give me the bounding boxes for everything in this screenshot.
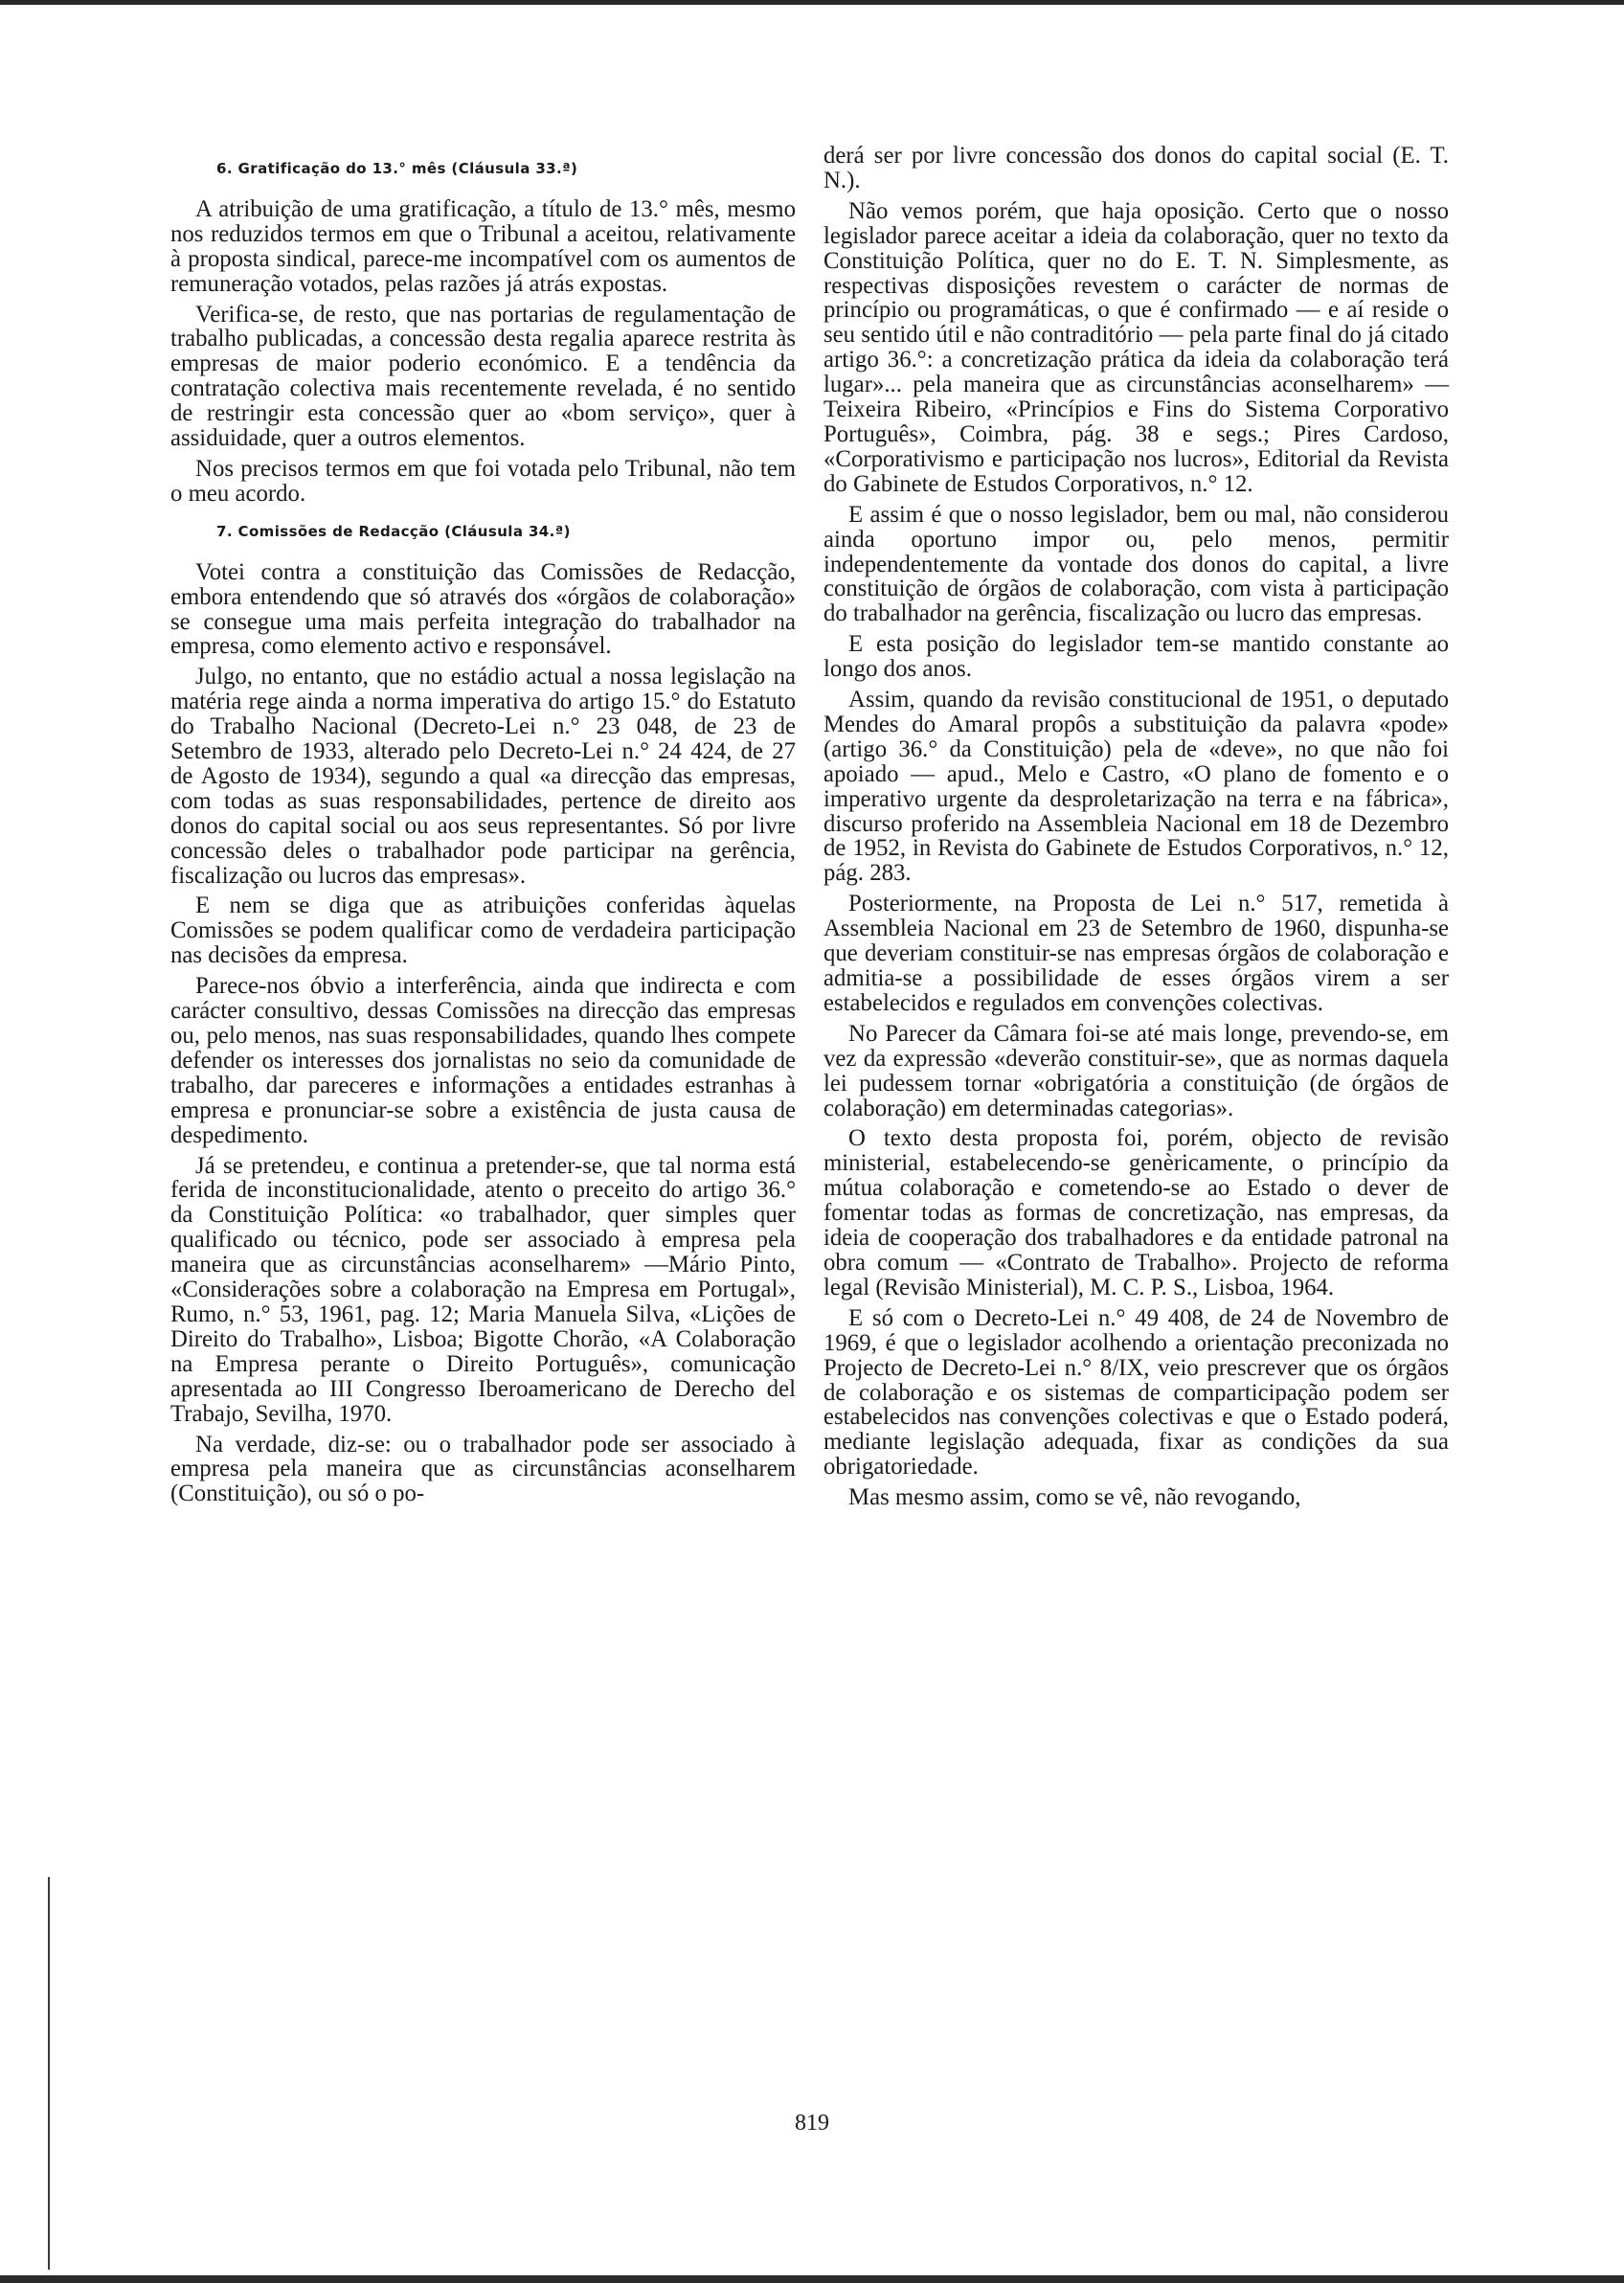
paragraph: E esta posição do legislador tem-se mantido constante ao longo dos anos.	[823, 631, 1449, 683]
section-heading: 6. Gratificação do 13.° mês (Cláusula 33.ª)	[216, 160, 578, 177]
paragraph: Julgo, no entanto, que no estádio actual a nossa legislação na matéria rege ainda a norma imperativa do artigo 15.° do Estatuto do Trabalho Nacional (Decreto-Lei n.° 23 048, de 23 de Setembro de 1933, alterado pelo Decreto-Lei n.° 24 424, de 27 de Agosto de 1934), segundo a qual «a direcção das empresas, com todas as suas responsabilidades, pertence de direito aos donos do capital social ou aos seus representantes. Só por livre concessão deles o trabalhador pode participar na gerência, fiscalização ou lucros das empresas».	[170, 664, 796, 889]
paragraph: A atribuição de uma gratificação, a título de 13.° mês, mesmo nos reduzidos termos em que o Tribunal a aceitou, relativamente à proposta sindical, parece-me incompatível com os aumentos de remuneração votados, pelas razões já atrás expostas.	[170, 195, 796, 297]
section-heading: 7. Comissões de Redacção (Cláusula 34.ª)	[216, 522, 571, 540]
paragraph: Já se pretendeu, e continua a pretender-se, que tal norma está ferida de inconstitucionalidade, atento o preceito do artigo 36.° da Constituição Política: «o trabalhador, quer simples quer qualificado ou técnico, pode ser associado à empresa pela maneira que as circunstâncias aconselharem» —Mário Pinto, «Considerações sobre a colaboração na Empresa em Portugal», Rumo, n.° 53, 1961, pag. 12; Maria Manuela Silva, «Lições de Direito do Trabalho», Lisboa; Bigotte Chorão, «A Colaboração na Empresa perante o Direito Português», comunicação apresentada ao III Congresso Iberoamericano de Derecho del Trabajo, Sevilha, 1970.	[170, 1152, 796, 1427]
paragraph: Votei contra a constituição das Comissões de Redacção, embora entendendo que só através dos «órgãos de colaboração» se consegue uma mais perfeita integração do trabalhador na empresa, como elemento activo e responsável.	[170, 558, 796, 660]
paragraph: Verifica-se, de resto, que nas portarias de regulamentação de trabalho publicadas, a concessão desta regalia aparece restrita às empresas de maior poderio económico. E a tendência da contratação colectiva mais recentemente revelada, é no sentido de restringir esta concessão quer ao «bom serviço», quer à assiduidade, quer a outros elementos.	[170, 301, 796, 452]
paragraph: Mas mesmo assim, como se vê, não revogando,	[848, 1484, 1301, 1511]
paragraph: E nem se diga que as atribuições conferidas àquelas Comissões se podem qualificar como de verdadeira participação nas decisões da empresa.	[170, 893, 796, 969]
paragraph: Na verdade, diz-se: ou o trabalhador pode ser associado à empresa pela maneira que as circunstâncias aconselharem (Constituição), ou só o po-	[170, 1431, 796, 1507]
paragraph: Não vemos porém, que haja oposição. Certo que o nosso legislador parece aceitar a ideia da colaboração, quer no texto da Constituição Política, quer no do E. T. N. Simplesmente, as respectivas disposições revestem o carácter de normas de princípio ou programáticas, o que é confirmado — e aí reside o seu sentido útil e não contraditório — pela parte final do já citado artigo 36.°: a concretização prática da ideia da colaboração terá lugar»... pela maneira que as circunstâncias aconselharem» — Teixeira Ribeiro, «Princípios e Fins do Sistema Corporativo Português», Coimbra, pág. 38 e segs.; Pires Cardoso, «Corporativismo e participação nos lucros», Editorial da Revista do Gabinete de Estudos Corporativos, n.° 12.	[823, 197, 1449, 497]
page-top-border	[0, 0, 1624, 5]
paragraph: E só com o Decreto-Lei n.° 49 408, de 24 de Novembro de 1969, é que o legislador acolhendo a orientação preconizada no Projecto de Decreto-Lei n.° 8/IX, veio prescrever que os órgãos de colaboração e os sistemas de comparticipação podem ser estabelecidos nas convenções colectivas e que o Estado poderá, mediante legislação adequada, fixar as condições da sua obrigatoriedade.	[823, 1304, 1449, 1481]
paragraph: E assim é que o nosso legislador, bem ou mal, não considerou ainda oportuno impor ou, pelo menos, permitir independentemente da vontade dos donos do capital, a livre constituição de órgãos de colaboração, com vista à participação do trabalhador na gerência, fiscalização ou lucro das empresas.	[823, 501, 1449, 627]
page-number: 819	[795, 2111, 829, 2136]
paragraph: O texto desta proposta foi, porém, objecto de revisão ministerial, estabelecendo-se genèricamente, o princípio da mútua colaboração e cometendo-se ao Estado o dever de fomentar todas as formas de concretização, nas empresas, da ideia de cooperação dos trabalhadores e da entidade patronal na obra comum — «Contrato de Trabalho». Projecto de reforma legal (Revisão Ministerial), M. C. P. S., Lisboa, 1964.	[823, 1125, 1449, 1300]
paragraph: Parece-nos óbvio a interferência, ainda que indirecta e com carácter consultivo, dessas Comissões na direcção das empresas ou, pelo menos, nas suas responsabilidades, quando lhes compete defender os interesses dos jornalistas no seio da comunidade de trabalho, dar pareceres e informações a entidades estranhas à empresa e pronunciar-se sobre a existência de justa causa de despedimento.	[170, 973, 796, 1148]
paragraph: derá ser por livre concessão dos donos do capital social (E. T. N.).	[823, 143, 1449, 193]
page-left-margin-line	[48, 1877, 50, 2270]
paragraph: Nos precisos termos em que foi votada pelo Tribunal, não tem o meu acordo.	[170, 455, 796, 507]
right-column	[823, 144, 1449, 1516]
page-bottom-border	[0, 2275, 1624, 2283]
paragraph: Assim, quando da revisão constitucional de 1951, o deputado Mendes do Amaral propôs a substituição da palavra «pode» (artigo 36.° da Constituição) pela de «deve», no que não foi apoiado — apud., Melo e Castro, «O plano de fomento e o imperativo urgente da desproletarização na terra e na fábrica», discurso proferido na Assembleia Nacional em 18 de Dezembro de 1952, in Revista do Gabinete de Estudos Corporativos, n.° 12, pág. 283.	[823, 687, 1449, 887]
left-column	[170, 144, 796, 1512]
paragraph: Posteriormente, na Proposta de Lei n.° 517, remetida à Assembleia Nacional em 23 de Setembro de 1960, dispunha-se que deveriam constituir-se nas empresas órgãos de colaboração e admitia-se a possibilidade de esses órgãos virem a ser estabelecidos e regulados em convenções colectivas.	[823, 891, 1449, 1016]
paragraph: No Parecer da Câmara foi-se até mais longe, prevendo-se, em vez da expressão «deverão constituir-se», que as normas daquela lei pudessem tornar «obrigatória a constituição (de órgãos de colaboração) em determinadas categorias».	[823, 1020, 1449, 1121]
